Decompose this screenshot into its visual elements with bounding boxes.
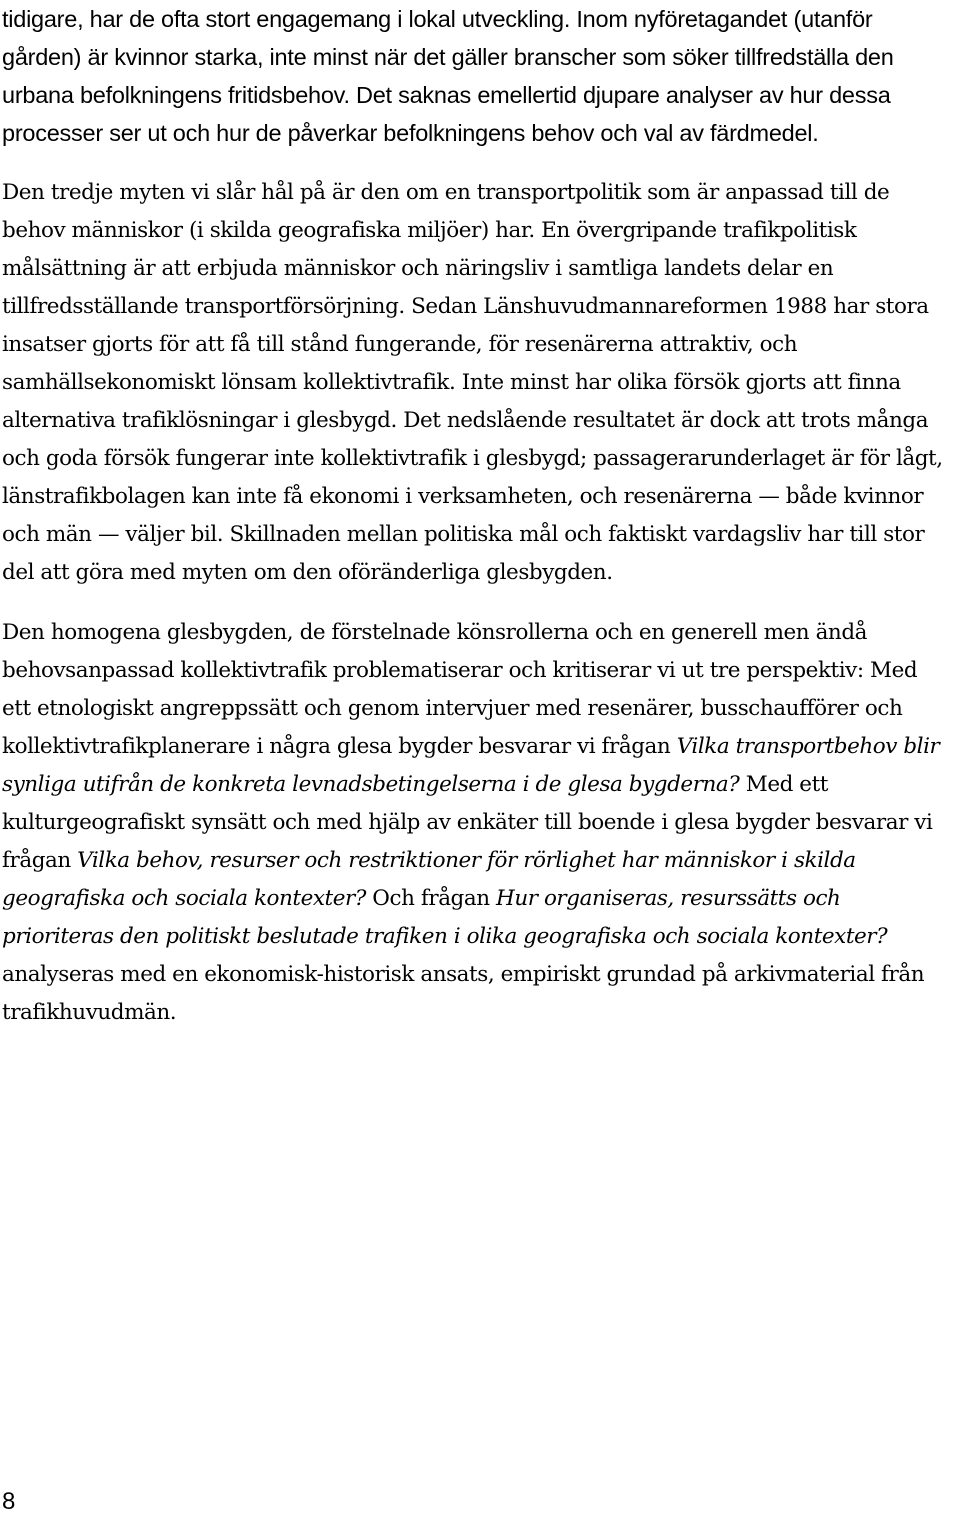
paragraph-text: analyseras med en ekonomisk-historisk ansats, empiriskt grundad på arkivmaterial från trafikhuvudmän. [2, 962, 925, 1025]
paragraph-third-myth [2, 174, 952, 592]
page-number: 8 [2, 1488, 16, 1515]
paragraph-text: Den tredje myten vi slår hål på är den om en transportpolitik som är anpassad till de behov människor (i skilda geografiska miljöer) har. En övergripande trafikpolitisk målsättning är att erbjuda människor och näringsliv i samtliga landets delar en tillfredsställande transportförsörjning. Sedan Länshuvudmannareformen 1988 har stora insatser gjorts för att få till stånd fungerande, för resenärerna attraktiv, och samhällsekonomiskt lönsam kollektivtrafik. Inte minst har olika försök gjorts att finna alternativa trafiklösningar i glesbygd. Det nedslående resultatet är dock att trots många och goda försök fungerar inte kollektivtrafik i glesbygd; passagerarunderlaget är för lågt, länstrafikbolagen kan inte få ekonomi i verksamheten, och resenärerna — både kvinnor och män — väljer bil. Skillnaden mellan politiska mål och faktiskt vardagsliv har till stor del att göra med myten om den oföränderliga glesbygden. [2, 180, 943, 585]
research-question-economic-history: Hur organiseras, resurssätts och prioriteras den politiskt beslutade trafiken i olika geografiska och sociala kontexter? [2, 886, 888, 949]
research-question-ethnology: Vilka transportbehov blir synliga utifrån de konkreta levnadsbetingelserna i de glesa bygderna? [2, 734, 940, 797]
paragraph-text: Den homogena glesbygden, de förstelnade könsrollerna och en generell men ändå behovsanpassad kollektivtrafik problematiserar och kritiserar vi ut tre perspektiv: Med ett etnologiskt angreppssätt och genom intervjuer med resenärer, busschaufförer och kollektivtrafikplanerare i några glesa bygder besvarar vi frågan [2, 620, 918, 759]
document-page [2, 0, 952, 1032]
paragraph-three-perspectives [2, 614, 952, 1032]
paragraph-text: Med ett kulturgeografiskt synsätt och med hjälp av enkäter till boende i glesa bygder besvarar vi frågan [2, 772, 933, 873]
paragraph-text: tidigare, har de ofta stort engagemang i lokal utveckling. Inom nyföretagandet (utanför gården) är kvinnor starka, inte minst när det gäller branscher som söker tillfredställa den urbana befolkningens fritidsbehov. Det saknas emellertid djupare analyser av hur dessa processer ser ut och hur de påverkar befolkningens behov och val av färdmedel. [2, 6, 894, 146]
paragraph-rural-enterprise [2, 0, 952, 152]
research-question-geography: Vilka behov, resurser och restriktioner för rörlighet har människor i skilda geografiska och sociala kontexter? [2, 848, 856, 911]
paragraph-text: Och frågan [365, 886, 497, 911]
